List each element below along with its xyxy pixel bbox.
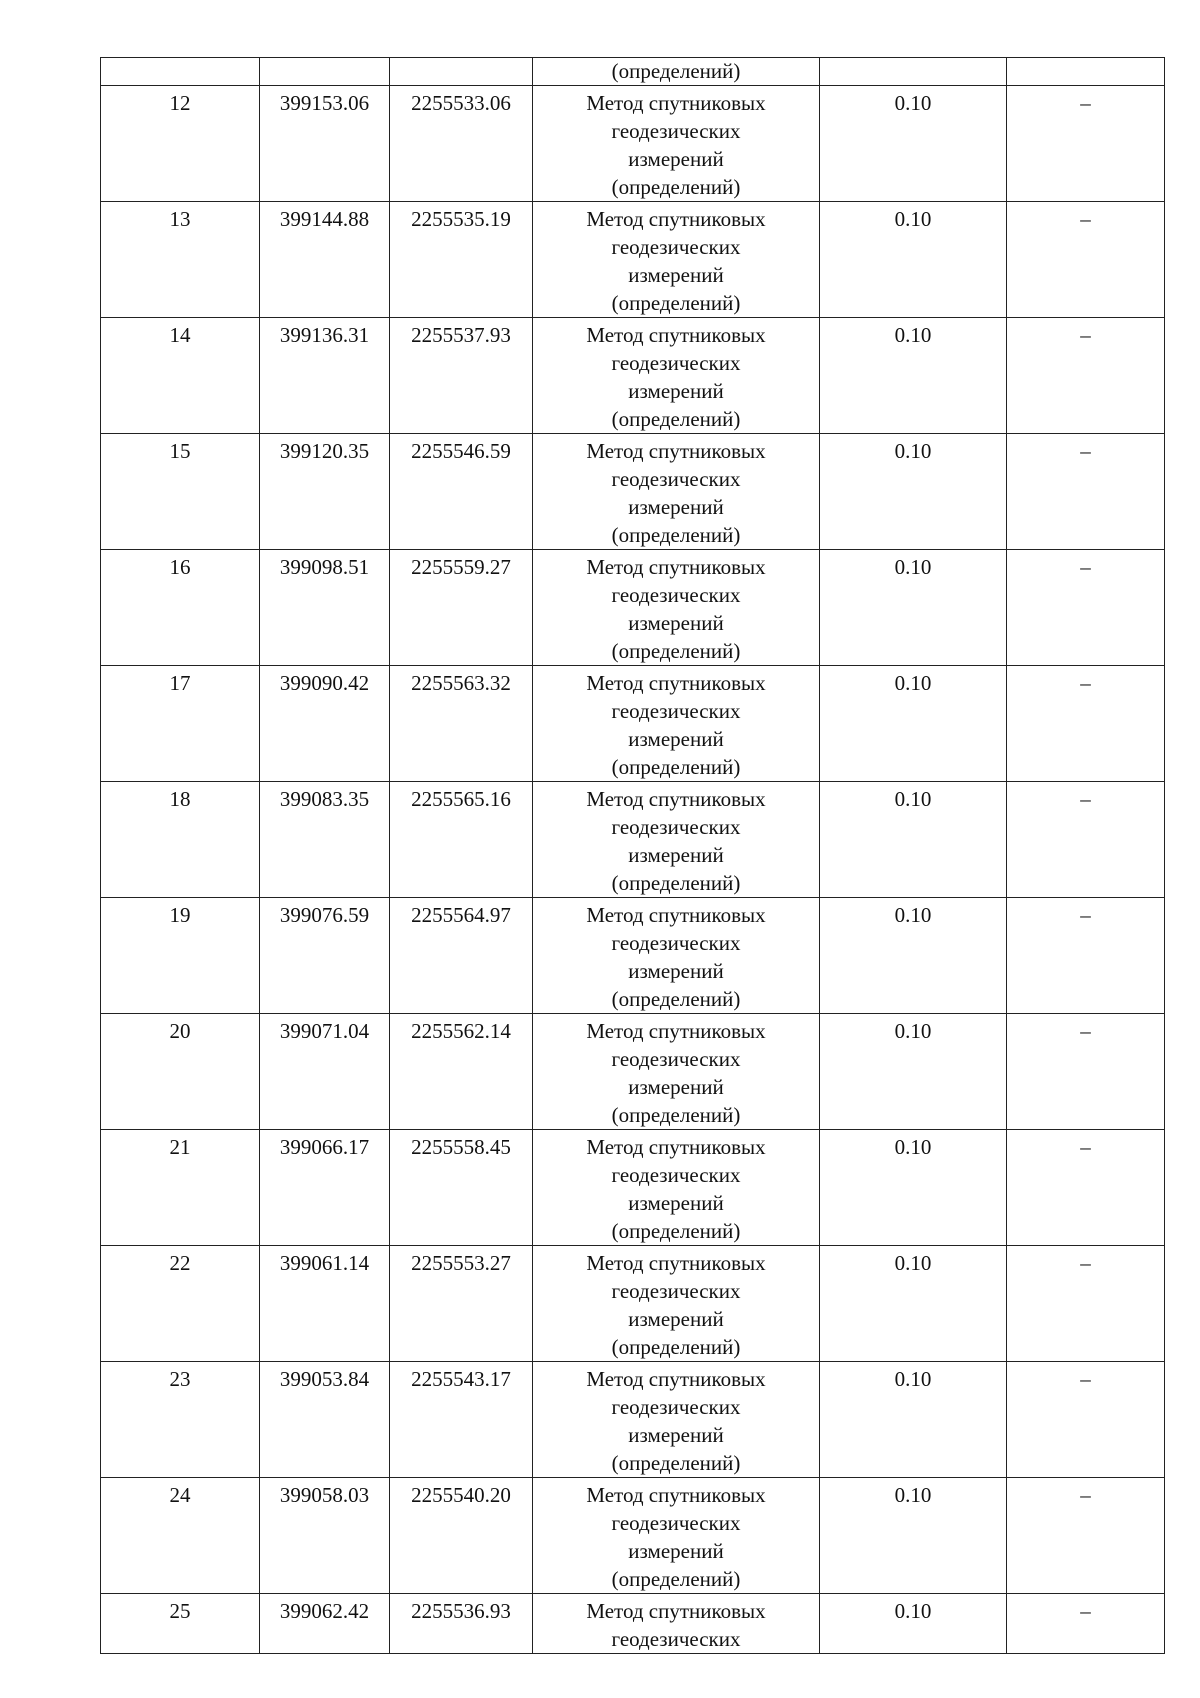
method-cell <box>533 318 820 434</box>
accuracy-cell <box>820 782 1007 898</box>
note-cell <box>1007 898 1165 1014</box>
accuracy-cell <box>820 898 1007 1014</box>
x-coordinate-cell <box>260 86 390 202</box>
accuracy-cell <box>820 434 1007 550</box>
method-text: Метод спутниковых геодезических измерений (определений) <box>586 323 766 431</box>
point-number: 19 <box>169 903 191 927</box>
accuracy-value: 0.10 <box>894 1599 932 1623</box>
note-cell <box>1007 782 1165 898</box>
method-text: Метод спутниковых геодезических измерений (определений) <box>586 1367 766 1475</box>
method-cell <box>533 86 820 202</box>
point-number: 22 <box>169 1251 191 1275</box>
method-cell <box>533 58 820 86</box>
point-number-cell <box>101 1014 260 1130</box>
y-coordinate: 2255564.97 <box>411 903 511 927</box>
x-coordinate: 399071.04 <box>279 1019 370 1043</box>
method-cell <box>533 666 820 782</box>
table-row <box>101 550 1165 666</box>
table-row <box>101 434 1165 550</box>
accuracy-value: 0.10 <box>894 787 932 811</box>
x-coordinate-cell <box>260 1130 390 1246</box>
point-number: 14 <box>169 323 191 347</box>
table-row <box>101 1594 1165 1654</box>
point-number: 12 <box>169 91 191 115</box>
method-cell <box>533 782 820 898</box>
y-coordinate-cell <box>390 202 533 318</box>
accuracy-value: 0.10 <box>894 91 932 115</box>
y-coordinate: 2255558.45 <box>411 1135 511 1159</box>
point-number: 20 <box>169 1019 191 1043</box>
x-coordinate-cell <box>260 1478 390 1594</box>
x-coordinate: 399153.06 <box>279 91 370 115</box>
accuracy-value: 0.10 <box>894 439 932 463</box>
method-text: Метод спутниковых геодезических измерений (определений) <box>586 91 766 199</box>
method-text: Метод спутниковых геодезических <box>586 1599 766 1651</box>
y-coordinate: 2255562.14 <box>411 1019 511 1043</box>
point-number-cell <box>101 318 260 434</box>
table-row <box>101 1246 1165 1362</box>
accuracy-value: 0.10 <box>894 207 932 231</box>
method-text: Метод спутниковых геодезических измерений (определений) <box>586 555 766 663</box>
x-coordinate: 399144.88 <box>279 207 370 231</box>
y-coordinate-cell <box>390 1478 533 1594</box>
y-coordinate-cell <box>390 86 533 202</box>
y-coordinate-cell <box>390 1130 533 1246</box>
point-number-cell <box>101 202 260 318</box>
note-cell <box>1007 1594 1165 1654</box>
y-coordinate: 2255563.32 <box>411 671 511 695</box>
point-number: 17 <box>169 671 191 695</box>
note-cell <box>1007 1130 1165 1246</box>
point-number: 13 <box>169 207 191 231</box>
x-coordinate-cell <box>260 318 390 434</box>
point-number: 15 <box>169 439 191 463</box>
accuracy-cell <box>820 202 1007 318</box>
y-coordinate-cell <box>390 898 533 1014</box>
x-coordinate-cell <box>260 434 390 550</box>
y-coordinate: 2255537.93 <box>411 323 511 347</box>
table-row-continuation <box>101 58 1165 86</box>
note-value: – <box>1080 1135 1091 1159</box>
method-text: Метод спутниковых геодезических измерений (определений) <box>586 903 766 1011</box>
x-coordinate-cell <box>260 1246 390 1362</box>
point-number-cell <box>101 86 260 202</box>
x-coordinate: 399058.03 <box>279 1483 370 1507</box>
accuracy-cell <box>820 318 1007 434</box>
point-number-cell <box>101 58 260 86</box>
accuracy-value: 0.10 <box>894 323 932 347</box>
method-text: Метод спутниковых геодезических измерений (определений) <box>586 1019 766 1127</box>
table-row <box>101 1014 1165 1130</box>
points-table <box>100 57 1165 1654</box>
method-cell <box>533 1014 820 1130</box>
method-text: Метод спутниковых геодезических измерений (определений) <box>586 439 766 547</box>
accuracy-value: 0.10 <box>894 1251 932 1275</box>
x-coordinate: 399120.35 <box>279 439 370 463</box>
note-value: – <box>1080 1599 1091 1623</box>
table-row <box>101 1130 1165 1246</box>
y-coordinate: 2255536.93 <box>411 1599 511 1623</box>
point-number-cell <box>101 1594 260 1654</box>
method-text: Метод спутниковых геодезических измерений (определений) <box>586 1251 766 1359</box>
note-value: – <box>1080 1483 1091 1507</box>
table-row <box>101 318 1165 434</box>
point-number: 18 <box>169 787 191 811</box>
x-coordinate-cell <box>260 202 390 318</box>
y-coordinate: 2255546.59 <box>411 439 511 463</box>
note-cell <box>1007 1246 1165 1362</box>
x-coordinate: 399136.31 <box>279 323 370 347</box>
accuracy-value: 0.10 <box>894 1483 932 1507</box>
note-value: – <box>1080 1367 1091 1391</box>
accuracy-cell <box>820 1014 1007 1130</box>
y-coordinate-cell <box>390 1594 533 1654</box>
accuracy-value: 0.10 <box>894 1135 932 1159</box>
method-cell <box>533 1594 820 1654</box>
point-number-cell <box>101 550 260 666</box>
note-value: – <box>1080 671 1091 695</box>
accuracy-cell <box>820 666 1007 782</box>
note-value: – <box>1080 1019 1091 1043</box>
y-coordinate-cell <box>390 1362 533 1478</box>
table-row <box>101 782 1165 898</box>
note-cell <box>1007 1014 1165 1130</box>
note-value: – <box>1080 1251 1091 1275</box>
y-coordinate-cell <box>390 318 533 434</box>
x-coordinate: 399062.42 <box>279 1599 370 1623</box>
method-cell <box>533 550 820 666</box>
accuracy-cell <box>820 1130 1007 1246</box>
note-cell <box>1007 434 1165 550</box>
table-row <box>101 1478 1165 1594</box>
accuracy-cell <box>820 1246 1007 1362</box>
point-number: 25 <box>169 1599 191 1623</box>
note-value: – <box>1080 91 1091 115</box>
point-number-cell <box>101 434 260 550</box>
y-coordinate: 2255543.17 <box>411 1367 511 1391</box>
note-value: – <box>1080 903 1091 927</box>
point-number-cell <box>101 1362 260 1478</box>
method-text: (определений) <box>611 59 741 83</box>
method-text: Метод спутниковых геодезических измерений (определений) <box>586 207 766 315</box>
table-row <box>101 86 1165 202</box>
x-coordinate-cell <box>260 1362 390 1478</box>
y-coordinate: 2255559.27 <box>411 555 511 579</box>
accuracy-cell <box>820 550 1007 666</box>
table-row <box>101 202 1165 318</box>
point-number-cell <box>101 1478 260 1594</box>
note-cell <box>1007 318 1165 434</box>
y-coordinate-cell <box>390 666 533 782</box>
note-value: – <box>1080 787 1091 811</box>
x-coordinate: 399066.17 <box>279 1135 370 1159</box>
method-cell <box>533 202 820 318</box>
x-coordinate: 399076.59 <box>279 903 370 927</box>
accuracy-value: 0.10 <box>894 1019 932 1043</box>
note-cell <box>1007 1362 1165 1478</box>
note-cell <box>1007 1478 1165 1594</box>
table-row <box>101 666 1165 782</box>
method-cell <box>533 1130 820 1246</box>
x-coordinate: 399098.51 <box>279 555 370 579</box>
x-coordinate: 399061.14 <box>279 1251 370 1275</box>
point-number-cell <box>101 1130 260 1246</box>
x-coordinate: 399090.42 <box>279 671 370 695</box>
method-cell <box>533 434 820 550</box>
y-coordinate: 2255553.27 <box>411 1251 511 1275</box>
y-coordinate-cell <box>390 58 533 86</box>
method-cell <box>533 1362 820 1478</box>
note-value: – <box>1080 207 1091 231</box>
accuracy-cell <box>820 86 1007 202</box>
method-text: Метод спутниковых геодезических измерений (определений) <box>586 1483 766 1591</box>
method-cell <box>533 1246 820 1362</box>
note-cell <box>1007 666 1165 782</box>
method-text: Метод спутниковых геодезических измерений (определений) <box>586 787 766 895</box>
x-coordinate-cell <box>260 1014 390 1130</box>
point-number-cell <box>101 898 260 1014</box>
points-table-body <box>101 58 1165 1654</box>
table-row <box>101 1362 1165 1478</box>
method-cell <box>533 898 820 1014</box>
y-coordinate: 2255540.20 <box>411 1483 511 1507</box>
accuracy-cell <box>820 58 1007 86</box>
method-text: Метод спутниковых геодезических измерений (определений) <box>586 1135 766 1243</box>
accuracy-value: 0.10 <box>894 555 932 579</box>
accuracy-cell <box>820 1594 1007 1654</box>
x-coordinate-cell <box>260 58 390 86</box>
x-coordinate: 399053.84 <box>279 1367 370 1391</box>
x-coordinate-cell <box>260 782 390 898</box>
point-number: 16 <box>169 555 191 579</box>
method-cell <box>533 1478 820 1594</box>
x-coordinate: 399083.35 <box>279 787 370 811</box>
point-number: 24 <box>169 1483 191 1507</box>
y-coordinate-cell <box>390 550 533 666</box>
point-number: 23 <box>169 1367 191 1391</box>
note-value: – <box>1080 555 1091 579</box>
y-coordinate-cell <box>390 434 533 550</box>
accuracy-value: 0.10 <box>894 1367 932 1391</box>
method-text: Метод спутниковых геодезических измерений (определений) <box>586 671 766 779</box>
x-coordinate-cell <box>260 550 390 666</box>
accuracy-value: 0.10 <box>894 671 932 695</box>
x-coordinate-cell <box>260 898 390 1014</box>
note-cell <box>1007 550 1165 666</box>
note-value: – <box>1080 323 1091 347</box>
accuracy-value: 0.10 <box>894 903 932 927</box>
y-coordinate-cell <box>390 782 533 898</box>
note-value: – <box>1080 439 1091 463</box>
point-number-cell <box>101 666 260 782</box>
point-number-cell <box>101 782 260 898</box>
y-coordinate: 2255565.16 <box>411 787 511 811</box>
accuracy-cell <box>820 1362 1007 1478</box>
note-cell <box>1007 86 1165 202</box>
y-coordinate-cell <box>390 1014 533 1130</box>
y-coordinate: 2255535.19 <box>411 207 511 231</box>
point-number: 21 <box>169 1135 191 1159</box>
table-row <box>101 898 1165 1014</box>
accuracy-cell <box>820 1478 1007 1594</box>
note-cell <box>1007 202 1165 318</box>
y-coordinate-cell <box>390 1246 533 1362</box>
point-number-cell <box>101 1246 260 1362</box>
y-coordinate: 2255533.06 <box>411 91 511 115</box>
x-coordinate-cell <box>260 1594 390 1654</box>
note-cell <box>1007 58 1165 86</box>
x-coordinate-cell <box>260 666 390 782</box>
